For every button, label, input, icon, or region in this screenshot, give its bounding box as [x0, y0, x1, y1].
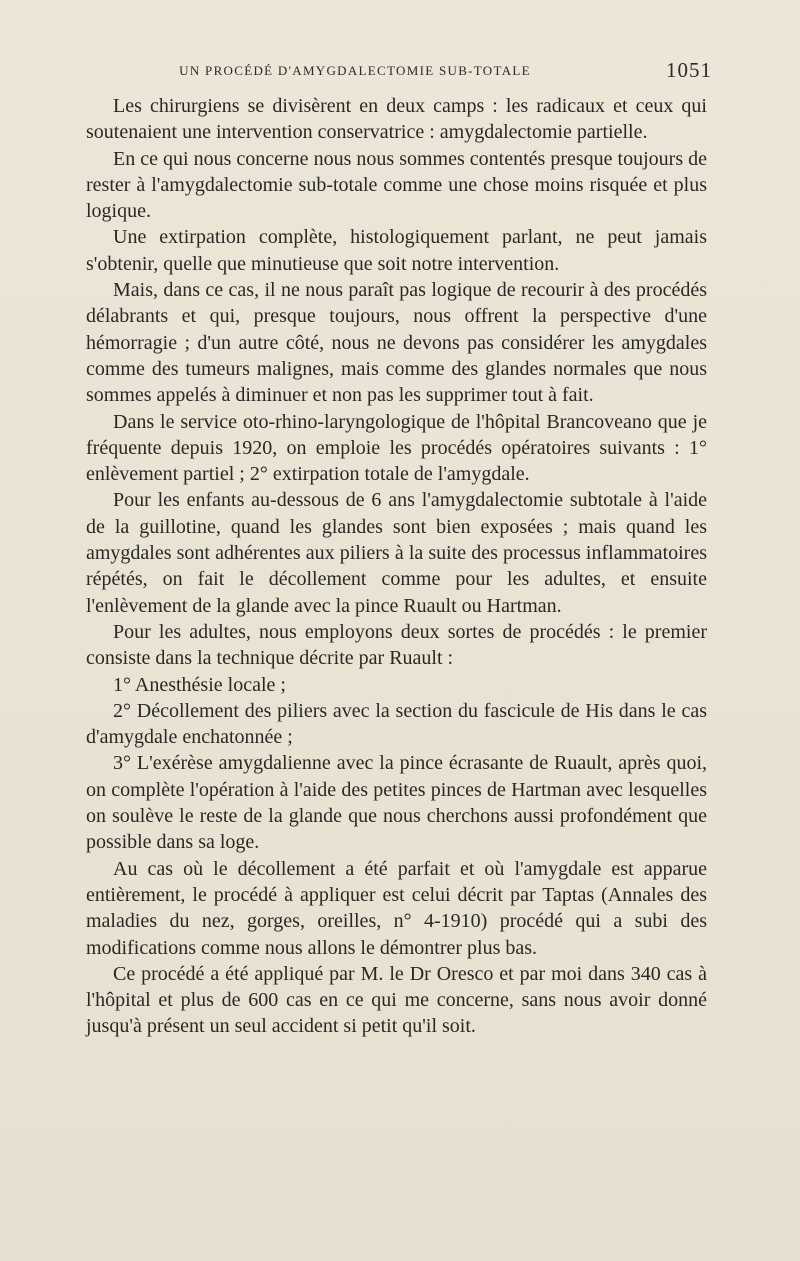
paragraph: Pour les enfants au-dessous de 6 ans l'amygdalectomie subtotale à l'aide de la guillotine, quand les glandes sont bien exposées ; mais quand les amygdales sont adhérentes aux piliers à la suite des processus inflammatoires répétés, on fait le décollement comme pour les adultes, et ensuite l'enlèvement de la glande avec la pince Ruault ou Hartman. [86, 489, 707, 617]
paragraph: Ce procédé a été appliqué par M. le Dr Oresco et par moi dans 340 cas à l'hôpital et plus de 600 cas en ce qui me concerne, sans nous avoir donné jusqu'à présent un seul accident si petit qu'il soit. [86, 962, 707, 1038]
paragraph: Une extirpation complète, histologiquement parlant, ne peut jamais s'obtenir, quelle que minutieuse que soit notre intervention. [86, 226, 707, 275]
paragraph: Au cas où le décollement a été parfait et où l'amygdale est apparue entièrement, le procédé à appliquer est celui décrit par Taptas (Annales des maladies du nez, gorges, oreilles, n° 4-1910) procédé qui a subi des modifications comme nous allons le démontrer plus bas. [86, 857, 707, 959]
page-header [86, 58, 714, 82]
body-text [86, 93, 707, 1040]
list-item: 3° L'exérèse amygdalienne avec la pince écrasante de Ruault, après quoi, on complète l'opération à l'aide des petites pinces de Hartman avec lesquelles on soulève le reste de la glande que nous cherchons aussi profondément que possible dans sa loge. [86, 752, 707, 854]
running-title: UN PROCÉDÉ D'AMYGDALECTOMIE SUB-TOTALE [179, 63, 531, 78]
paragraph: En ce qui nous concerne nous nous sommes contentés presque toujours de rester à l'amygdalectomie sub-totale comme une chose moins risquée et plus logique. [86, 147, 707, 223]
paragraph: Les chirurgiens se divisèrent en deux camps : les radicaux et ceux qui soutenaient une intervention conservatrice : amygdalectomie partielle. [86, 95, 707, 144]
list-item: 1° Anesthésie locale ; [113, 673, 286, 696]
page-number: 1051 [666, 58, 712, 82]
paragraph: Mais, dans ce cas, il ne nous paraît pas logique de recourir à des procédés délabrants et qui, presque toujours, nous offrent la perspective d'une hémorragie ; d'un autre côté, nous ne devons pas considérer les amygdales comme des tumeurs malignes, mais comme des glandes normales que nous sommes appelés à diminuer et non pas les supprimer tout à fait. [86, 279, 707, 407]
paragraph: Dans le service oto-rhino-laryngologique de l'hôpital Brancoveano que je fréquente depuis 1920, on emploie les procédés opératoires suivants : 1° enlèvement partiel ; 2° extirpation totale de l'amygdale. [86, 410, 707, 486]
paragraph: Pour les adultes, nous employons deux sortes de procédés : le premier consiste dans la technique décrite par Ruault : [86, 620, 707, 670]
list-item: 2° Décollement des piliers avec la section du fascicule de His dans le cas d'amygdale enchatonnée ; [86, 699, 707, 749]
